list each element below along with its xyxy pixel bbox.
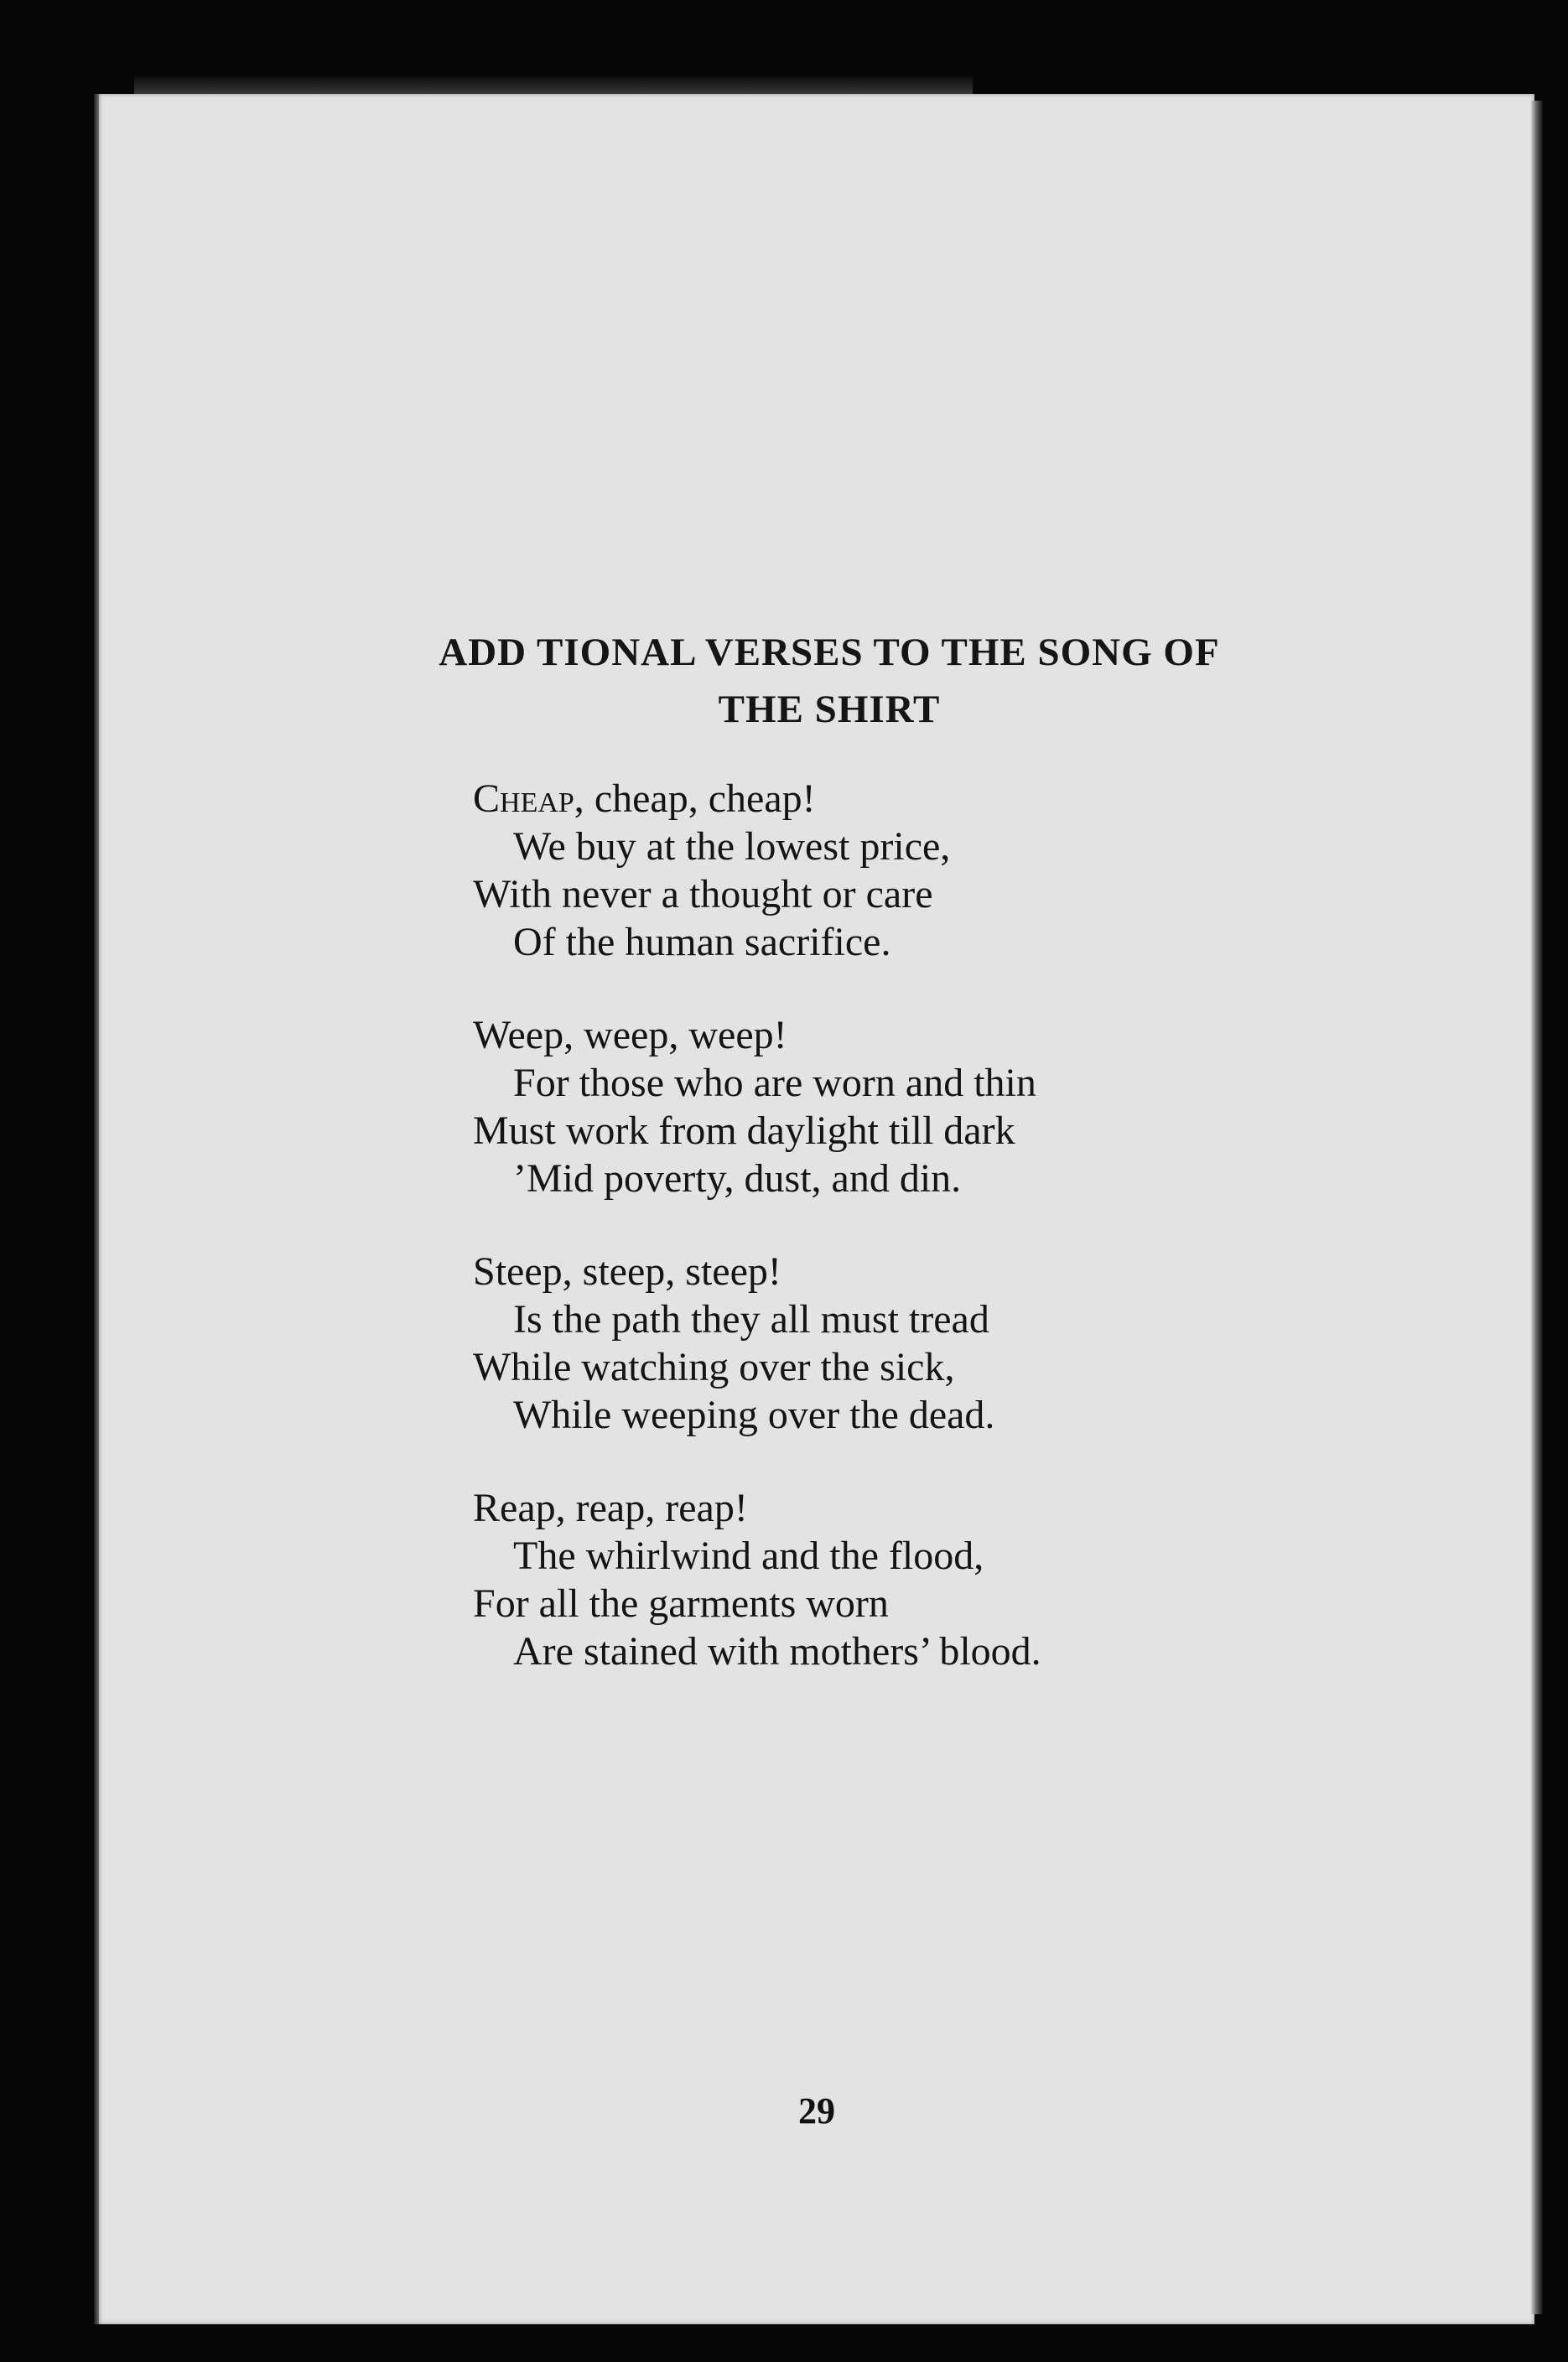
verse-line: While weeping over the dead. xyxy=(513,1393,995,1437)
verse-line: ’Mid poverty, dust, and din. xyxy=(513,1156,962,1201)
verse-line: Reap, reap, reap! xyxy=(473,1486,748,1530)
verse-line: Must work from daylight till dark xyxy=(473,1108,1015,1153)
verse-line: Of the human sacrifice. xyxy=(513,920,891,964)
verse-line: Are stained with mothers’ blood. xyxy=(513,1629,1041,1674)
stanza-1 xyxy=(473,775,1311,966)
verse-line: The whirlwind and the flood, xyxy=(513,1534,984,1578)
verse-line: Steep, steep, steep! xyxy=(473,1249,781,1294)
book-page xyxy=(99,94,1534,2324)
stanza-4 xyxy=(473,1484,1311,1675)
verse-line xyxy=(473,775,1311,823)
stanza-2 xyxy=(473,1011,1311,1202)
verse-line: For all the garments worn xyxy=(473,1581,889,1626)
poem xyxy=(473,775,1311,1721)
verse-line: With never a thought or care xyxy=(473,872,933,916)
page-right-edge xyxy=(1531,101,1543,2314)
verse-line: While watching over the sick, xyxy=(473,1345,955,1389)
page-heading xyxy=(99,624,1534,738)
verse-line: Is the path they all must tread xyxy=(513,1297,989,1342)
verse-line: Weep, weep, weep! xyxy=(473,1013,787,1057)
top-shadow xyxy=(134,74,973,96)
verse-line: For those who are worn and thin xyxy=(513,1061,1036,1105)
verse-line: We buy at the lowest price, xyxy=(513,824,951,869)
verse-first-word: Cheap, xyxy=(473,776,584,821)
verse-line-rest: cheap, cheap! xyxy=(584,776,816,821)
heading-line-1: ADD TIONAL VERSES TO THE SONG OF xyxy=(439,631,1220,674)
heading-line-2: THE SHIRT xyxy=(718,688,941,731)
page-number: 29 xyxy=(798,2090,835,2131)
stanza-3 xyxy=(473,1248,1311,1439)
